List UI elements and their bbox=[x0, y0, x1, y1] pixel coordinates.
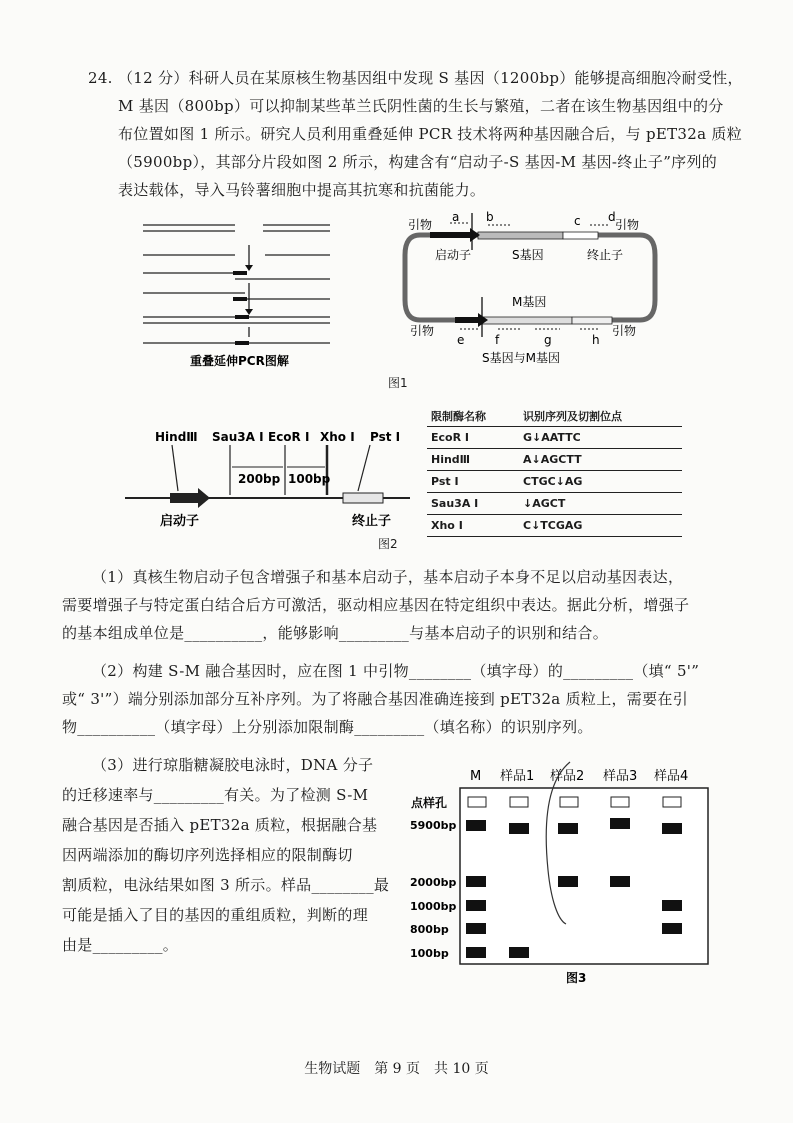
enzyme-seq: A↓AGCTT bbox=[523, 453, 582, 466]
part3-line-5: 割质粒，电泳结果如图 3 所示。样品________最 bbox=[62, 876, 390, 894]
part3-line-4: 因两端添加的酶切序列选择相应的限制酶切 bbox=[62, 846, 353, 864]
marker-2000: 2000bp bbox=[410, 876, 457, 889]
part1-line-1: （1）真核生物启动子包含增强子和基本启动子，基本启动子本身不足以启动基因表达， bbox=[92, 568, 684, 586]
band bbox=[662, 900, 682, 911]
lane-2-label: 样品2 bbox=[550, 769, 585, 784]
marker-5900: 5900bp bbox=[410, 819, 457, 832]
table-row bbox=[427, 427, 682, 449]
band bbox=[558, 876, 578, 887]
enzyme-name: EcoR Ⅰ bbox=[431, 431, 469, 444]
question-line-5: 表达载体，导入马铃薯细胞中提高其抗寒和抗菌能力。 bbox=[118, 181, 486, 199]
enzyme-seq: C↓TCGAG bbox=[523, 519, 583, 532]
band bbox=[662, 923, 682, 934]
marker-1000: 1000bp bbox=[410, 900, 457, 913]
part1-line-3: 的基本组成单位是__________，能够影响_________与基本启动子的识别和结合。 bbox=[62, 624, 609, 642]
well-label: 点样孔 bbox=[411, 796, 448, 810]
part3-line-7: 由是_________。 bbox=[62, 936, 179, 954]
part3-line-3: 融合基因是否插入 pET32a 质粒，根据融合基 bbox=[62, 816, 378, 834]
promoter-label: 启动子 bbox=[435, 248, 472, 262]
figure3-caption: 图3 bbox=[566, 971, 587, 985]
gel-electrophoresis bbox=[408, 760, 713, 990]
table-row bbox=[427, 493, 682, 515]
part2-line-2: 或“ 3'”）端分别添加部分互补序列。为了将融合基因准确连接到 pET32a 质粒上，需要在引 bbox=[62, 690, 688, 708]
plasmid-fragment-diagram bbox=[120, 425, 420, 540]
lane-m-label: M bbox=[470, 769, 482, 784]
band bbox=[610, 818, 630, 829]
figure1-caption: 图1 bbox=[388, 376, 408, 390]
part2-line-3: 物__________（填字母）上分别添加限制酶_________（填名称）的识别序列。 bbox=[62, 718, 593, 736]
letter-a: a bbox=[452, 210, 460, 224]
enzyme-name: Xho Ⅰ bbox=[431, 519, 463, 532]
letter-c: c bbox=[574, 214, 581, 228]
part3-line-6: 可能是插入了目的基因的重组质粒，判断的理 bbox=[62, 906, 369, 924]
enzyme-table bbox=[427, 405, 682, 537]
band bbox=[466, 900, 486, 911]
table-header bbox=[427, 405, 682, 427]
m-gene-label: M基因 bbox=[512, 295, 547, 309]
primer-label-d: 引物 bbox=[615, 218, 640, 232]
eco-label: EcoR Ⅰ bbox=[268, 430, 310, 444]
xho-label: Xho Ⅰ bbox=[320, 430, 355, 444]
well bbox=[468, 797, 486, 807]
len-100-label: 100bp bbox=[288, 472, 331, 486]
terminator-label-fig2: 终止子 bbox=[352, 514, 392, 529]
sau-label: Sau3A Ⅰ bbox=[212, 430, 264, 444]
letter-e: e bbox=[457, 333, 465, 347]
table-row bbox=[427, 449, 682, 471]
table-row bbox=[427, 515, 682, 537]
page-footer: 生物试题 第 9 页 共 10 页 bbox=[304, 1061, 489, 1077]
letter-b: b bbox=[486, 210, 494, 224]
promoter-label-fig2: 启动子 bbox=[160, 514, 200, 529]
table-header-seq: 识别序列及切割位点 bbox=[523, 409, 622, 423]
well bbox=[510, 797, 528, 807]
table-row bbox=[427, 471, 682, 493]
primer-label-h: 引物 bbox=[612, 324, 637, 338]
s-m-gene-diagram bbox=[400, 205, 670, 370]
part1-line-2: 需要增强子与特定蛋白结合后方可激活，驱动相应基因在特定组织中表达。据此分析，增强子 bbox=[62, 596, 690, 614]
figure2-caption: 图2 bbox=[378, 537, 398, 551]
enzyme-name: Sau3A Ⅰ bbox=[431, 497, 479, 510]
letter-f: f bbox=[495, 333, 500, 347]
band bbox=[466, 947, 486, 958]
band bbox=[610, 876, 630, 887]
letter-g: g bbox=[544, 333, 552, 347]
pst-label: Pst Ⅰ bbox=[370, 430, 401, 444]
question-line-2: M 基因（800bp）可以抑制某些革兰氏阴性菌的生长与繁殖，二者在该生物基因组中的分 bbox=[118, 97, 724, 115]
lane-1-label: 样品1 bbox=[500, 769, 535, 784]
marker-800: 800bp bbox=[410, 923, 449, 936]
letter-h: h bbox=[592, 333, 600, 347]
table-header-name: 限制酶名称 bbox=[431, 409, 486, 423]
well bbox=[663, 797, 681, 807]
band bbox=[466, 876, 486, 887]
overlap-pcr-diagram bbox=[135, 205, 335, 370]
pcr-caption: 重叠延伸PCR图解 bbox=[190, 354, 289, 368]
band bbox=[509, 947, 529, 958]
band bbox=[466, 820, 486, 831]
question-line-1: （12 分）科研人员在某原核生物基因组中发现 S 基因（1200bp）能够提高细胞冷耐受性， bbox=[118, 69, 743, 87]
hind-label: HindⅢ bbox=[155, 430, 198, 444]
len-200-label: 200bp bbox=[238, 472, 281, 486]
enzyme-name: Pst Ⅰ bbox=[431, 475, 459, 488]
terminator-label: 终止子 bbox=[587, 248, 624, 262]
band bbox=[558, 823, 578, 834]
question-number: 24. bbox=[88, 69, 113, 87]
s-m-gene-label: S基因与M基因 bbox=[482, 351, 560, 365]
band bbox=[466, 923, 486, 934]
part3-line-2: 的迁移速率与_________有关。为了检测 S-M bbox=[62, 786, 369, 804]
well bbox=[560, 797, 578, 807]
part2-line-1: （2）构建 S-M 融合基因时，应在图 1 中引物________（填字母）的_________（填“ 5'” bbox=[92, 662, 700, 680]
marker-100: 100bp bbox=[410, 947, 449, 960]
enzyme-seq: CTGC↓AG bbox=[523, 475, 583, 488]
primer-label-a: 引物 bbox=[408, 218, 433, 232]
enzyme-name: HindⅢ bbox=[431, 453, 471, 466]
letter-d: d bbox=[608, 210, 616, 224]
enzyme-seq: ↓AGCT bbox=[523, 497, 566, 510]
question-line-3: 布位置如图 1 所示。研究人员利用重叠延伸 PCR 技术将两种基因融合后，与 pET32a 质粒 bbox=[118, 125, 743, 143]
lane-4-label: 样品4 bbox=[654, 769, 689, 784]
s-gene-label: S基因 bbox=[512, 248, 544, 262]
part3-line-1: （3）进行琼脂糖凝胶电泳时，DNA 分子 bbox=[92, 756, 374, 774]
primer-label-e: 引物 bbox=[410, 324, 435, 338]
question-line-4: （5900bp），其部分片段如图 2 所示，构建含有“启动子-S 基因-M 基因-终止子”序列的 bbox=[118, 153, 718, 171]
well bbox=[611, 797, 629, 807]
band bbox=[662, 823, 682, 834]
band bbox=[509, 823, 529, 834]
enzyme-seq: G↓AATTC bbox=[523, 431, 581, 444]
lane-3-label: 样品3 bbox=[603, 769, 638, 784]
